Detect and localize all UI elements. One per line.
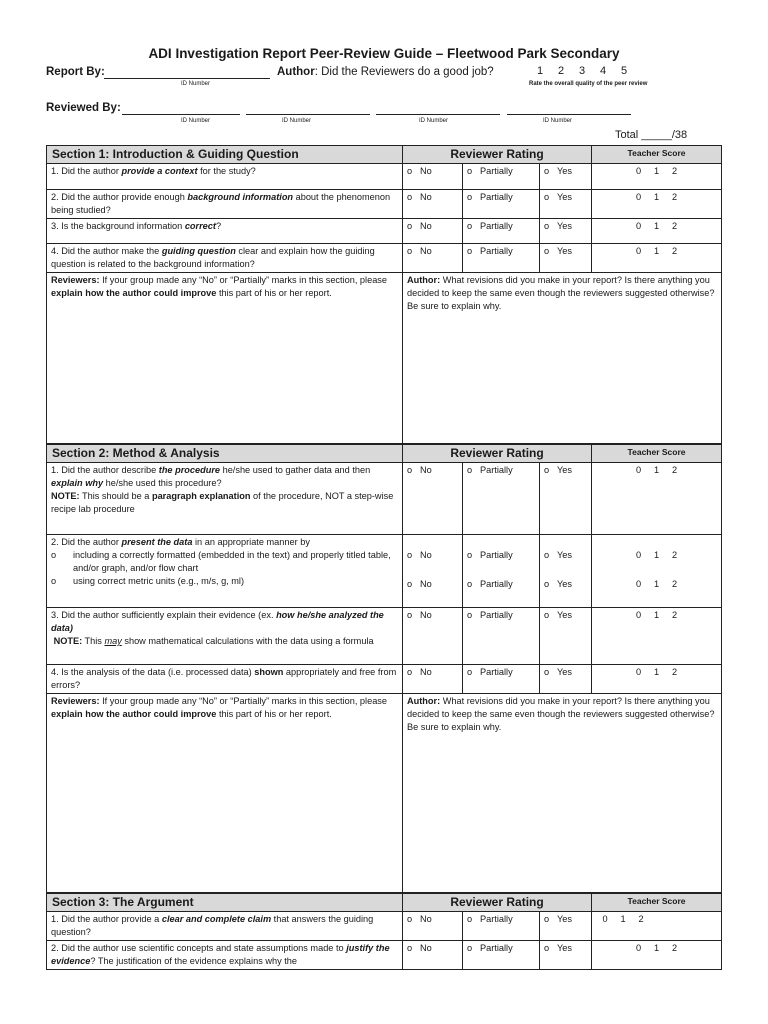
section-header-row (47, 894, 722, 912)
option-partially[interactable]: o Partially (463, 912, 540, 941)
option-partially[interactable]: o Partially (463, 219, 540, 244)
option-no[interactable]: o No o No (403, 535, 463, 608)
teacher-score-options[interactable]: 0 1 2 (592, 463, 722, 535)
reviewer-4-field[interactable] (507, 114, 631, 115)
author-question (277, 66, 494, 78)
option-yes[interactable]: o Yes (540, 608, 592, 665)
reviewers-comment-box[interactable]: Reviewers: If your group made any “No” or “Partially” marks in this section, please explain how the author could improve this part of his or her report. (47, 273, 403, 444)
comment-row (47, 273, 722, 444)
option-no[interactable]: o No (403, 244, 463, 273)
option-no[interactable]: o No (403, 665, 463, 694)
option-no[interactable]: o No (403, 164, 463, 190)
id-number-caption: ID Number (419, 118, 449, 124)
question-text: 2. Did the author use scientific concepts and state assumptions made to justify the evidence? The justification of the evidence explains why the (47, 941, 403, 970)
reviewer-rating-header: Reviewer Rating (403, 894, 592, 912)
teacher-score-options[interactable]: 0 1 2 (592, 665, 722, 694)
scale-1[interactable]: 1 (537, 65, 544, 77)
report-by-field[interactable] (104, 78, 270, 79)
question-row (47, 244, 722, 273)
question-text: 3. Is the background information correct? (47, 219, 403, 244)
reviewer-1-field[interactable] (122, 114, 240, 115)
question-text: 4. Did the author make the guiding question clear and explain how the guiding question is related to the background information? (47, 244, 403, 273)
teacher-score-options[interactable]: 0 1 2 (592, 164, 722, 190)
question-text: 3. Did the author sufficiently explain their evidence (ex. how he/she analyzed the data) NOTE: This may show mathematical calculations with the data using a formula (47, 608, 403, 665)
scale-3[interactable]: 3 (579, 65, 586, 77)
question-row (47, 665, 722, 694)
question-row (47, 190, 722, 219)
option-no[interactable]: o No (403, 608, 463, 665)
option-no[interactable]: o No (403, 941, 463, 970)
option-partially[interactable]: o Partially (463, 608, 540, 665)
option-no[interactable]: o No (403, 912, 463, 941)
question-row (47, 164, 722, 190)
total-score[interactable]: Total _____/38 (615, 129, 688, 141)
question-text: 1. Did the author describe the procedure he/she used to gather data and then explain why he/she used this procedure? NOTE: This should be a paragraph explanation of the procedure, NOT a step-wise recipe lab procedure (47, 463, 403, 535)
option-partially[interactable]: o Partially (463, 941, 540, 970)
option-yes[interactable]: o Yes (540, 164, 592, 190)
section-title: Section 1: Introduction & Guiding Question (47, 146, 403, 164)
question-row (47, 463, 722, 535)
reviewer-rating-header: Reviewer Rating (403, 445, 592, 463)
option-yes[interactable]: o Yes o Yes (540, 535, 592, 608)
question-row (47, 941, 722, 970)
option-yes[interactable]: o Yes (540, 665, 592, 694)
scale-5[interactable]: 5 (621, 65, 628, 77)
option-no[interactable]: o No (403, 190, 463, 219)
option-partially[interactable]: o Partially (463, 164, 540, 190)
teacher-score-options[interactable]: 0 1 2 (592, 190, 722, 219)
reviewer-3-field[interactable] (376, 114, 500, 115)
option-yes[interactable]: o Yes (540, 941, 592, 970)
teacher-score-options[interactable]: 0 1 2 (592, 608, 722, 665)
question-row (47, 912, 722, 941)
question-row (47, 608, 722, 665)
option-partially[interactable]: o Partially (463, 665, 540, 694)
question-row (47, 535, 722, 608)
section-2-table (46, 444, 722, 893)
document-title: ADI Investigation Report Peer-Review Guide – Fleetwood Park Secondary (148, 46, 620, 61)
question-text: 1. Did the author provide a context for the study? (47, 164, 403, 190)
option-partially[interactable]: o Partially (463, 463, 540, 535)
reviewed-by-label: Reviewed By: (46, 102, 121, 114)
teacher-score-options[interactable]: 0 1 2 0 1 2 (592, 535, 722, 608)
id-number-caption: ID Number (181, 81, 211, 87)
section-header-row (47, 445, 722, 463)
option-yes[interactable]: o Yes (540, 190, 592, 219)
question-text: 2. Did the author present the data in an appropriate manner by o including a correctly formatted (embedded in the text) and properly titled table, and/or graph, and/or flow chart o using correct metric units (e.g., m/s, g, ml) (47, 535, 403, 608)
report-by-label: Report By: (46, 66, 105, 78)
author-question-text: : Did the Reviewers do a good job? (314, 66, 494, 78)
section-header-row (47, 146, 722, 164)
id-number-caption: ID Number (181, 118, 211, 124)
option-partially[interactable]: o Partially (463, 190, 540, 219)
scale-2[interactable]: 2 (558, 65, 565, 77)
option-yes[interactable]: o Yes (540, 463, 592, 535)
question-text: 2. Did the author provide enough background information about the phenomenon being studied? (47, 190, 403, 219)
section-1-table (46, 145, 722, 444)
section-3-table (46, 893, 722, 970)
teacher-score-header: Teacher Score (592, 445, 722, 463)
reviewer-rating-header: Reviewer Rating (403, 146, 592, 164)
question-row (47, 219, 722, 244)
sub-item: o including a correctly formatted (embedded in the text) and properly titled table, and/or graph, and/or flow chart (51, 550, 391, 573)
reviewer-2-field[interactable] (246, 114, 370, 115)
section-title: Section 3: The Argument (47, 894, 403, 912)
teacher-score-options[interactable]: 0 1 2 (592, 941, 722, 970)
option-no[interactable]: o No (403, 463, 463, 535)
teacher-score-options[interactable]: 0 1 2 (592, 244, 722, 273)
scale-caption: Rate the overall quality of the peer review (529, 81, 648, 87)
option-yes[interactable]: o Yes (540, 219, 592, 244)
question-text: 1. Did the author provide a clear and complete claim that answers the guiding question? (47, 912, 403, 941)
option-partially[interactable]: o Partially o Partially (463, 535, 540, 608)
option-yes[interactable]: o Yes (540, 912, 592, 941)
section-title: Section 2: Method & Analysis (47, 445, 403, 463)
teacher-score-header: Teacher Score (592, 146, 722, 164)
comment-row (47, 694, 722, 893)
sub-item: o using correct metric units (e.g., m/s, g, ml) (51, 576, 245, 586)
id-number-caption: ID Number (282, 118, 312, 124)
reviewers-comment-box[interactable]: Reviewers: If your group made any “No” or “Partially” marks in this section, please explain how the author could improve this part of his or her report. (47, 694, 403, 893)
teacher-score-options[interactable]: 0 1 2 (592, 219, 722, 244)
option-no[interactable]: o No (403, 219, 463, 244)
author-response-box[interactable]: Author: What revisions did you make in your report? Is there anything you decided to keep the same even though the reviewers suggested otherwise? Be sure to explain why. (403, 273, 722, 444)
teacher-score-header: Teacher Score (592, 894, 722, 912)
id-number-caption: ID Number (543, 118, 573, 124)
author-response-box[interactable]: Author: What revisions did you make in your report? Is there anything you decided to keep the same even though the reviewers suggested otherwise? Be sure to explain why. (403, 694, 722, 893)
option-yes[interactable]: o Yes (540, 244, 592, 273)
scale-4[interactable]: 4 (600, 65, 607, 77)
teacher-score-options[interactable]: 0 1 2 (592, 912, 722, 941)
question-text: 4. Is the analysis of the data (i.e. processed data) shown appropriately and free from errors? (47, 665, 403, 694)
author-label: Author (277, 66, 315, 78)
rating-scale[interactable] (537, 65, 642, 77)
option-partially[interactable]: o Partially (463, 244, 540, 273)
